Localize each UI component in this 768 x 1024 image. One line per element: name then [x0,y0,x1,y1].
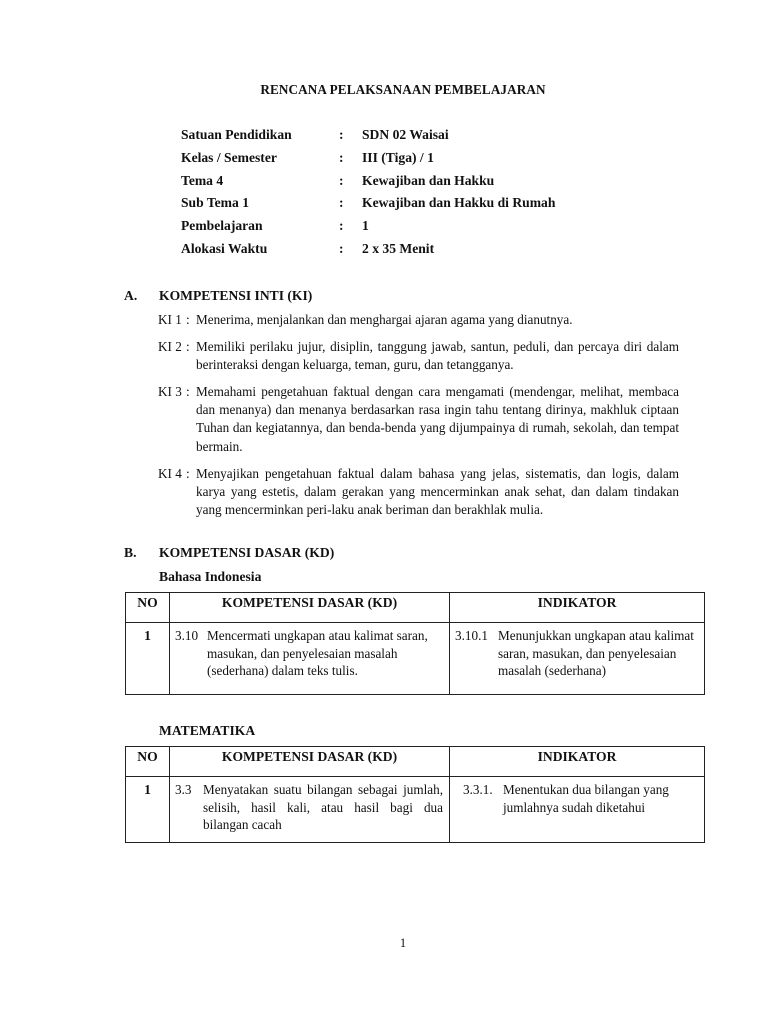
identity-label: Sub Tema 1 [181,195,250,211]
ki-item [158,383,679,456]
identity-label: Tema 4 [181,172,224,188]
identity-label: Pembelajaran [181,218,263,234]
ki-text: Memiliki perilaku jujur, disiplin, tanggung jawab, santun, peduli, dan percaya diri dalam berinteraksi dengan keluarga, teman, guru, dan tetangganya. [196,338,679,373]
kd-table-bahasa-indonesia [125,592,705,695]
identity-value: III (Tiga) / 1 [362,149,434,165]
identity-label: Satuan Pendidikan [181,127,292,142]
identity-colon: : [339,195,344,211]
ki-text: Menerima, menjalankan dan menghargai ajaran agama yang dianutnya. [196,312,573,327]
header-kd: KOMPETENSI DASAR (KD) [170,747,450,777]
header-indikator: INDIKATOR [450,747,705,777]
ki-colon: : [186,465,190,481]
identity-colon: : [339,149,344,165]
ki-label: KI 4 [158,465,182,481]
header-no: NO [126,747,170,777]
cell-indikator [450,623,705,695]
kd-text: Menyatakan suatu bilangan sebagai jumlah, selisih, hasil kali, atau hasil bagi dua bilangan cacah [203,782,443,832]
section-title: KOMPETENSI DASAR (KD) [159,545,335,560]
indikator-entry [455,627,698,680]
identity-block [181,127,701,264]
page-number: 1 [399,936,407,950]
section-title: KOMPETENSI INTI (KI) [159,288,313,303]
cell-no: 1 [126,623,170,695]
cell-no: 1 [126,777,170,843]
ki-colon: : [186,312,190,327]
identity-row-pembelajaran [181,218,701,241]
indikator-text: Menentukan dua bilangan yang jumlahnya sudah diketahui [503,782,669,815]
ki-label: KI 1 [158,312,182,327]
kd-code: 3.3 [175,782,192,797]
section-letter: A. [124,288,138,303]
header-no: NO [126,593,170,623]
kd-table-matematika [125,746,705,843]
identity-row-sub-tema [181,195,701,218]
ki-list [158,311,679,528]
identity-value: Kewajiban dan Hakku [362,172,495,188]
identity-label: Alokasi Waktu [181,240,268,256]
indikator-entry [463,781,698,816]
identity-value: 1 [362,218,369,234]
subject-heading-matematika: MATEMATIKA [159,723,256,738]
identity-value: SDN 02 Waisai [362,127,449,142]
subject-heading-bahasa-indonesia: Bahasa Indonesia [159,569,262,584]
identity-value: Kewajiban dan Hakku di Rumah [362,195,556,211]
header-indikator: INDIKATOR [450,593,705,623]
cell-indikator [450,777,705,843]
table-header-row [126,747,705,777]
cell-kd [170,623,450,695]
identity-row-kelas-semester [181,150,701,173]
indikator-code: 3.3.1. [463,782,493,797]
identity-row-satuan-pendidikan [181,127,701,150]
kd-entry [175,627,443,680]
ki-colon: : [186,383,190,399]
ki-label: KI 2 [158,338,182,354]
ki-label: KI 3 [158,383,182,399]
indikator-text: Menunjukkan ungkapan atau kalimat saran, masukan, dan penyelesaian masalah (sederhana) [498,628,694,678]
ki-item [158,465,679,520]
ki-text: Memahami pengetahuan faktual dengan cara mengamati (mendengar, melihat, membaca dan menanya) dan menanya berdasarkan rasa ingin tahu tentang dirinya, makhluk ciptaan Tuhan dan kegiatannya, dan benda-benda yang dijumpainya di rumah, sekolah, dan tempat bermain. [196,383,679,454]
identity-colon: : [339,127,344,142]
kd-code: 3.10 [175,628,199,643]
identity-colon: : [339,218,344,234]
ki-text: Menyajikan pengetahuan faktual dalam bahasa yang jelas, sistematis, dan logis, dalam karya yang estetis, dalam gerakan yang mencerminkan anak sehat, dan dalam tindakan yang mencerminkan peri-laku anak beriman dan berakhlak mulia. [196,465,679,518]
identity-colon: : [339,172,344,188]
ki-colon: : [186,338,190,354]
identity-value: 2 x 35 Menit [362,240,435,256]
identity-colon: : [339,240,344,256]
table-row [126,623,705,695]
kd-entry [175,781,443,834]
table-header-row [126,593,705,623]
identity-row-alokasi-waktu [181,241,701,264]
section-letter: B. [124,545,137,560]
cell-kd [170,777,450,843]
header-kd: KOMPETENSI DASAR (KD) [170,593,450,623]
kd-text: Mencermati ungkapan atau kalimat saran, masukan, dan penyelesaian masalah (sederhana) dalam teks tulis. [207,628,428,678]
indikator-code: 3.10.1 [455,628,488,643]
ki-item [158,338,679,375]
document-title: RENCANA PELAKSANAAN PEMBELAJARAN [260,82,546,97]
identity-label: Kelas / Semester [181,149,277,165]
ki-item [158,311,679,329]
table-row [126,777,705,843]
identity-row-tema [181,173,701,196]
